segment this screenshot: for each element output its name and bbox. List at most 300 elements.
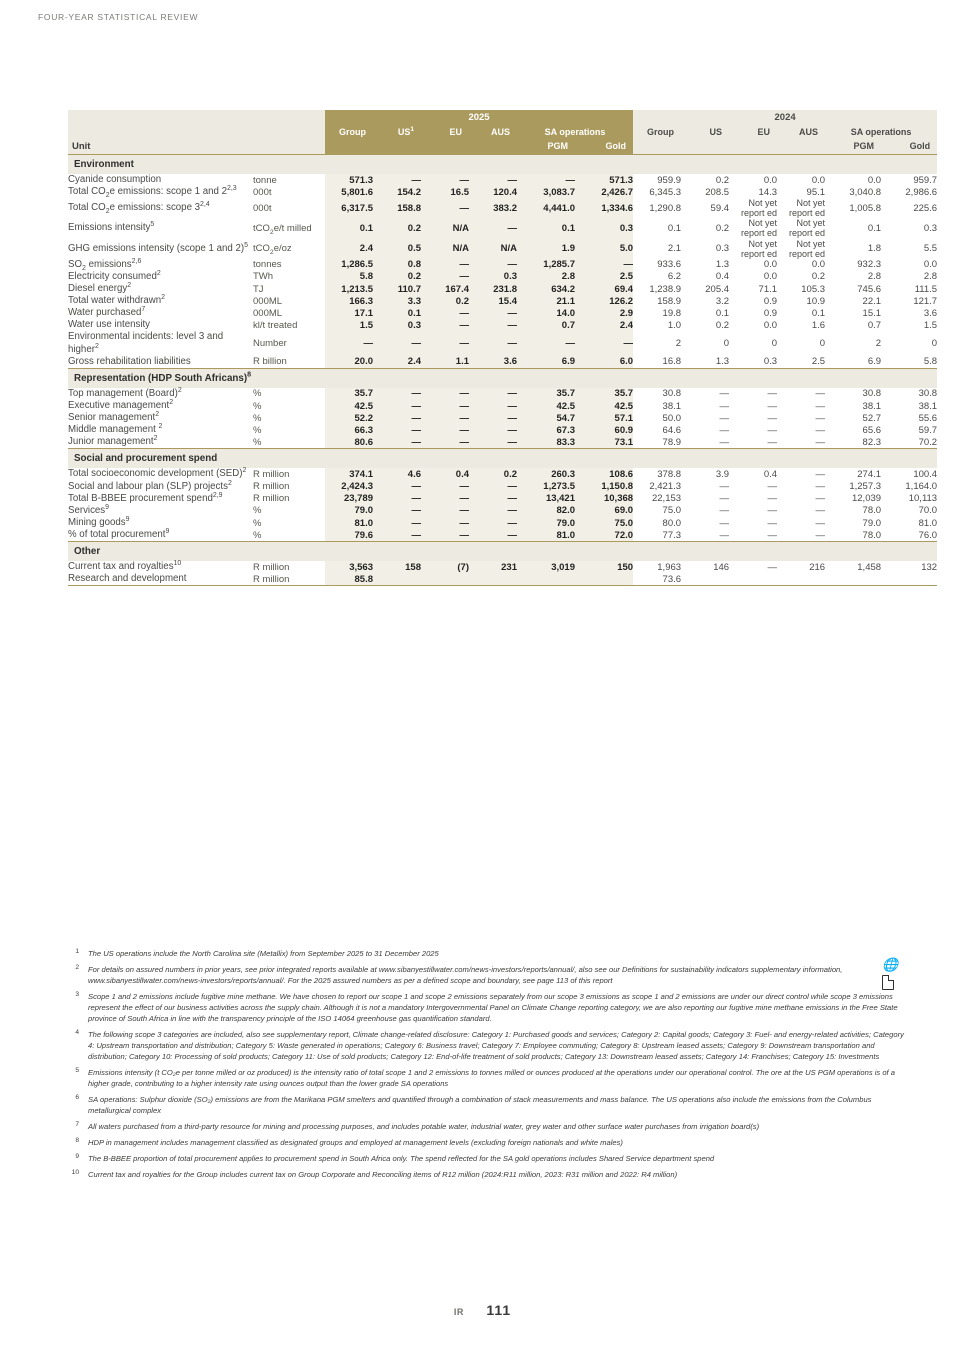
footnote-text: All waters purchased from a third-party resource for mining and processing purposes, and includes potable water, industrial water, grey water and other surface water purchases from irrigation board(s) bbox=[88, 1122, 760, 1131]
cell-2024: 0.7 bbox=[825, 319, 881, 331]
cell-2025: 2.4 bbox=[373, 356, 421, 369]
cell-2024: — bbox=[681, 529, 729, 542]
table-row bbox=[68, 481, 937, 493]
table-header bbox=[68, 110, 937, 155]
cell-2025: — bbox=[373, 412, 421, 424]
table-row bbox=[68, 198, 937, 218]
cell-2025: — bbox=[421, 198, 469, 218]
footnote-number: 2 bbox=[75, 964, 79, 971]
cell-2025: 67.3 bbox=[517, 424, 575, 436]
cell-2025: — bbox=[421, 331, 469, 355]
cell-2024: — bbox=[729, 517, 777, 529]
cell-2024: Not yet report ed bbox=[729, 198, 777, 218]
cell-2024: 0 bbox=[729, 331, 777, 355]
cell-2024: 55.6 bbox=[881, 412, 937, 424]
cell-2025: — bbox=[373, 400, 421, 412]
row-unit: TWh bbox=[253, 271, 274, 283]
cell-2025: 383.2 bbox=[469, 198, 517, 218]
cell-2024: — bbox=[681, 517, 729, 529]
header-spacer-label bbox=[68, 110, 253, 125]
cell-2025: 42.5 bbox=[325, 400, 373, 412]
cell-2025: — bbox=[421, 529, 469, 542]
cell-2025: 5.0 bbox=[575, 239, 633, 259]
cell-2024: 105.3 bbox=[777, 283, 825, 295]
header-2024-gold: Gold bbox=[881, 139, 937, 155]
cell-2024: 59.4 bbox=[681, 198, 729, 218]
row-unit: R million bbox=[253, 573, 325, 586]
table-row bbox=[68, 259, 937, 271]
section-title: Other bbox=[68, 542, 325, 562]
cell-2024: 82.3 bbox=[825, 436, 881, 449]
header-2024-pgm: PGM bbox=[825, 139, 881, 155]
cell-2024: 14.3 bbox=[729, 186, 777, 198]
cell-2024: 0.1 bbox=[777, 307, 825, 319]
table-row bbox=[68, 517, 937, 529]
cell-2025: N/A bbox=[421, 218, 469, 238]
cell-2025: 4,441.0 bbox=[517, 198, 575, 218]
header-year-2024: 2024 bbox=[633, 110, 937, 125]
header-spacer-2025-b bbox=[373, 139, 421, 155]
cell-2025: 0.2 bbox=[373, 271, 421, 283]
footnote-text: HDP in management includes management classified as designated groups and employed at management levels (excluding foreign nationals and white males) bbox=[88, 1138, 623, 1147]
cell-2024: 0.2 bbox=[681, 174, 729, 186]
cell-2025: — bbox=[469, 388, 517, 400]
section-header-fill bbox=[325, 155, 937, 175]
cell-2024: 225.6 bbox=[881, 198, 937, 218]
row-unit: R million bbox=[253, 493, 290, 505]
row-label: Executive management$^2$ bbox=[68, 398, 174, 411]
cell-2025: — bbox=[421, 412, 469, 424]
cell-2025: 54.7 bbox=[517, 412, 575, 424]
cell-2025: — bbox=[517, 331, 575, 355]
table-body bbox=[68, 155, 937, 586]
cell-2024: — bbox=[729, 400, 777, 412]
table-row bbox=[68, 529, 937, 542]
cell-2025: — bbox=[373, 331, 421, 355]
row-unit: % bbox=[253, 505, 262, 517]
cell-2024: 111.5 bbox=[881, 283, 937, 295]
cell-2025: 79.0 bbox=[517, 517, 575, 529]
cell-2025: — bbox=[421, 319, 469, 331]
cell-2024: 205.4 bbox=[681, 283, 729, 295]
cell-2024: Not yet report ed bbox=[777, 198, 825, 218]
cell-2024: — bbox=[777, 436, 825, 449]
cell-2025: — bbox=[421, 517, 469, 529]
header-unit-label: Unit bbox=[68, 139, 253, 155]
cell-2024: 1.6 bbox=[777, 319, 825, 331]
header-2025-group: Group bbox=[325, 125, 373, 139]
header-spacer-2025-d bbox=[469, 139, 517, 155]
cell-2025: — bbox=[421, 436, 469, 449]
cell-2025 bbox=[373, 573, 421, 586]
row-unit: R million bbox=[253, 469, 290, 481]
cell-2025: — bbox=[373, 424, 421, 436]
row-label: Environmental incidents: level 3 and higher$^2$ bbox=[68, 331, 224, 355]
cell-2024: 0.0 bbox=[825, 174, 881, 186]
cell-2024: 0.4 bbox=[729, 468, 777, 480]
cell-2025: 85.8 bbox=[325, 573, 373, 586]
cell-2024: 10.9 bbox=[777, 295, 825, 307]
cell-2025: 0.3 bbox=[373, 319, 421, 331]
row-label: Gross rehabilitation liabilities bbox=[68, 355, 191, 367]
section-header-fill bbox=[325, 449, 937, 469]
cell-2025: 75.0 bbox=[575, 517, 633, 529]
cell-2024: 0.4 bbox=[681, 271, 729, 283]
cell-2025: 0.4 bbox=[421, 468, 469, 480]
table-row bbox=[68, 174, 937, 186]
row-unit: R million bbox=[253, 481, 290, 493]
cell-2024: — bbox=[681, 412, 729, 424]
cell-2025: — bbox=[469, 412, 517, 424]
footnote-number: 4 bbox=[75, 1029, 79, 1036]
cell-2024: 76.0 bbox=[881, 529, 937, 542]
footnote-item bbox=[68, 991, 906, 1024]
cell-2025: 1.9 bbox=[517, 239, 575, 259]
cell-2025: — bbox=[469, 307, 517, 319]
header-column-row bbox=[68, 125, 937, 139]
row-label: Top management (Board)$^2$ bbox=[68, 386, 182, 399]
cell-2024: 1,963 bbox=[633, 561, 681, 573]
cell-2025: 3,563 bbox=[325, 561, 373, 573]
four-year-statistical-table bbox=[68, 110, 937, 586]
cell-2024: 6.2 bbox=[633, 271, 681, 283]
cell-2024: 12,039 bbox=[825, 493, 881, 505]
cell-2025: 3,083.7 bbox=[517, 186, 575, 198]
row-label: Services$^9$ bbox=[68, 503, 110, 516]
cell-2025: 6.9 bbox=[517, 356, 575, 369]
cell-2024: 0.0 bbox=[729, 271, 777, 283]
footnote-item bbox=[68, 1121, 906, 1132]
cell-2024: 2,986.6 bbox=[881, 186, 937, 198]
footnote-text: The US operations include the North Carolina site (Metallix) from September 2025 to 31 December 2025 bbox=[88, 949, 439, 958]
cell-2025: 80.6 bbox=[325, 436, 373, 449]
cell-2025: 35.7 bbox=[517, 388, 575, 400]
cell-2024: 77.3 bbox=[633, 529, 681, 542]
cell-2025: — bbox=[373, 517, 421, 529]
row-unit: R billion bbox=[253, 356, 287, 368]
cell-2025: 81.0 bbox=[517, 529, 575, 542]
cell-2025 bbox=[575, 573, 633, 586]
row-label: Water purchased$^7$ bbox=[68, 305, 146, 319]
cell-2025: 0.2 bbox=[373, 218, 421, 238]
cell-2025 bbox=[469, 573, 517, 586]
row-label: Senior management$^2$ bbox=[68, 410, 160, 424]
cell-2025: — bbox=[469, 436, 517, 449]
table-row bbox=[68, 186, 937, 198]
cell-2025: 2.4 bbox=[325, 239, 373, 259]
cell-2025: — bbox=[575, 259, 633, 271]
cell-2025: 79.6 bbox=[325, 529, 373, 542]
cell-2025: 571.3 bbox=[325, 174, 373, 186]
cell-2025: 82.0 bbox=[517, 505, 575, 517]
globe-icon[interactable]: 🌐 bbox=[882, 957, 899, 972]
header-2024-aus: AUS bbox=[777, 125, 825, 139]
row-label: Total $CO_2e$ emissions: scope 3$^{2,4}$ bbox=[68, 201, 210, 216]
footnote-number: 10 bbox=[71, 1169, 79, 1176]
table-row bbox=[68, 505, 937, 517]
table-row bbox=[68, 493, 937, 505]
cell-2025: 10,368 bbox=[575, 493, 633, 505]
cell-2025: 16.5 bbox=[421, 186, 469, 198]
row-unit: tCO$_2$e/oz bbox=[253, 243, 292, 257]
cell-2025: 150 bbox=[575, 561, 633, 573]
cell-2025: 571.3 bbox=[575, 174, 633, 186]
cell-2024: 0.1 bbox=[825, 218, 881, 238]
cell-2024: — bbox=[681, 424, 729, 436]
row-label: GHG emissions intensity (scope 1 and 2)$^5$ bbox=[68, 241, 248, 254]
cell-2025: 374.1 bbox=[325, 468, 373, 480]
cell-2024: 959.7 bbox=[881, 174, 937, 186]
cell-2025: 57.1 bbox=[575, 412, 633, 424]
cell-2024: 0.1 bbox=[681, 307, 729, 319]
cell-2025: 1.5 bbox=[325, 319, 373, 331]
row-label: Current tax and royalties$^{10}$ bbox=[68, 559, 182, 573]
cell-2024: — bbox=[681, 400, 729, 412]
table-row bbox=[68, 412, 937, 424]
cell-2024: — bbox=[681, 493, 729, 505]
cell-2025: 0.2 bbox=[469, 468, 517, 480]
cell-2025: 15.4 bbox=[469, 295, 517, 307]
cell-2025: 1,286.5 bbox=[325, 259, 373, 271]
table-row bbox=[68, 436, 937, 449]
table-row bbox=[68, 319, 937, 331]
cell-2025: — bbox=[421, 307, 469, 319]
footer-page-number: 111 bbox=[486, 1302, 512, 1318]
cell-2025: — bbox=[373, 493, 421, 505]
cell-2025: N/A bbox=[421, 239, 469, 259]
cell-2025: 2.9 bbox=[575, 307, 633, 319]
table-row bbox=[68, 283, 937, 295]
cell-2024: — bbox=[681, 481, 729, 493]
row-label: Total B-BBEE procurement spend$^{2,9}$ bbox=[68, 491, 223, 504]
table-row bbox=[68, 295, 937, 307]
cell-2024: 38.1 bbox=[881, 400, 937, 412]
cell-2024 bbox=[777, 573, 825, 586]
cell-2025: — bbox=[373, 481, 421, 493]
cell-2024: 274.1 bbox=[825, 468, 881, 480]
cell-2024: 81.0 bbox=[881, 517, 937, 529]
cell-2025: 4.6 bbox=[373, 468, 421, 480]
cell-2024: — bbox=[729, 481, 777, 493]
cell-2025: — bbox=[469, 400, 517, 412]
cell-2025: 35.7 bbox=[325, 388, 373, 400]
cell-2024: 1,290.8 bbox=[633, 198, 681, 218]
cell-2025: 72.0 bbox=[575, 529, 633, 542]
cell-2024: 0.2 bbox=[681, 319, 729, 331]
cell-2024: 30.8 bbox=[881, 388, 937, 400]
cell-2025: 5.8 bbox=[325, 271, 373, 283]
row-label: Emissions intensity$^5$ bbox=[68, 221, 155, 234]
cell-2024: 6.9 bbox=[825, 356, 881, 369]
row-unit: % bbox=[253, 529, 262, 541]
table-row bbox=[68, 400, 937, 412]
cell-2025: (7) bbox=[421, 561, 469, 573]
cell-2025: 0.8 bbox=[373, 259, 421, 271]
row-label: Social and labour plan (SLP) projects$^2$ bbox=[68, 479, 232, 492]
row-unit: tonne bbox=[253, 174, 277, 186]
document-icon[interactable] bbox=[882, 975, 894, 990]
cell-2025: 2,424.3 bbox=[325, 481, 373, 493]
cell-2024: 70.2 bbox=[881, 436, 937, 449]
cell-2024: 0.0 bbox=[881, 259, 937, 271]
row-label: Electricity consumed$^2$ bbox=[68, 269, 161, 282]
footnote-text: SA operations: Sulphur dioxide (SO₂) emissions are from the Marikana PGM smelters and quantified through a combination of stack measurements and mass balance. The US operations also include the emissions from the Columbus metallurgical complex bbox=[88, 1095, 872, 1115]
cell-2025: — bbox=[469, 331, 517, 355]
header-spacer-unit bbox=[253, 110, 325, 125]
cell-2024: 6,345.3 bbox=[633, 186, 681, 198]
cell-2024: 2,421.3 bbox=[633, 481, 681, 493]
cell-2024: — bbox=[729, 493, 777, 505]
header-spacer-unit-3 bbox=[253, 139, 325, 155]
header-spacer-unit-2 bbox=[253, 125, 325, 139]
cell-2025: 3.6 bbox=[469, 356, 517, 369]
row-unit: tonnes bbox=[253, 259, 282, 271]
cell-2025: 52.2 bbox=[325, 412, 373, 424]
header-2025-us: $US^1$ bbox=[373, 125, 421, 139]
section-header-row bbox=[68, 449, 937, 469]
cell-2024: 73.6 bbox=[633, 573, 681, 586]
footnote-text: Scope 1 and 2 emissions include fugitive mine methane. We have chosen to report our scope 1 and scope 2 emissions separately from our scope 3 emissions as scope 1 and 2 emissions are under our direct control while scope 3 emissions represent the effect of our business activities across the supply chain. Although it is not a mandatory Intergovernmental Panel on Climate Change reporting category, we are also reporting our fugitive mine methane emissions in the Free State province of South Africa in line with the transparency principle of the ISO 14064 greenhouse gas quantification standard. bbox=[88, 992, 898, 1023]
cell-2025: — bbox=[373, 529, 421, 542]
cell-2024: Not yet report ed bbox=[777, 218, 825, 238]
cell-2024: Not yet report ed bbox=[729, 218, 777, 238]
cell-2025: 1,334.6 bbox=[575, 198, 633, 218]
cell-2025: 158 bbox=[373, 561, 421, 573]
cell-2024: — bbox=[729, 412, 777, 424]
header-2025-gold: Gold bbox=[575, 139, 633, 155]
header-spacer-2025-a bbox=[325, 139, 373, 155]
cell-2024: 5.5 bbox=[881, 239, 937, 259]
cell-2024: 0.3 bbox=[729, 356, 777, 369]
cell-2024: 59.7 bbox=[881, 424, 937, 436]
cell-2024: 0.0 bbox=[729, 259, 777, 271]
cell-2025: 69.0 bbox=[575, 505, 633, 517]
cell-2025: 2,426.7 bbox=[575, 186, 633, 198]
row-unit: % bbox=[253, 424, 262, 436]
cell-2025: — bbox=[517, 174, 575, 186]
footnote-item bbox=[68, 1153, 906, 1164]
cell-2024 bbox=[681, 573, 729, 586]
cell-2024: 2.8 bbox=[825, 271, 881, 283]
cell-2024: 5.8 bbox=[881, 356, 937, 369]
cell-2024: 2.8 bbox=[881, 271, 937, 283]
footnote-number: 6 bbox=[75, 1094, 79, 1101]
cell-2024: 70.0 bbox=[881, 505, 937, 517]
cell-2024: 71.1 bbox=[729, 283, 777, 295]
table-row bbox=[68, 356, 937, 369]
cell-2025: 79.0 bbox=[325, 505, 373, 517]
footnote-number: 7 bbox=[75, 1121, 79, 1128]
cell-2024: — bbox=[777, 505, 825, 517]
cell-2024: 1.0 bbox=[633, 319, 681, 331]
cell-2025: 21.1 bbox=[517, 295, 575, 307]
cell-2025 bbox=[517, 573, 575, 586]
cell-2024: — bbox=[777, 493, 825, 505]
cell-2025: 634.2 bbox=[517, 283, 575, 295]
row-label: Mining goods$^9$ bbox=[68, 515, 130, 528]
row-unit: kl/t treated bbox=[253, 319, 298, 331]
cell-2024: 745.6 bbox=[825, 283, 881, 295]
cell-2024: 0.0 bbox=[729, 319, 777, 331]
statistical-table-container bbox=[68, 110, 938, 586]
cell-2024: 146 bbox=[681, 561, 729, 573]
cell-2024: 0 bbox=[681, 331, 729, 355]
footnote-text: Current tax and royalties for the Group includes current tax on Group Corporate and Reconciling items of R12 million (2024:R11 million, 2023: R31 million and 2022: R4 million) bbox=[88, 1170, 678, 1179]
footnote-number: 9 bbox=[75, 1153, 79, 1160]
cell-2025: 260.3 bbox=[517, 468, 575, 480]
cell-2024: 0.3 bbox=[881, 218, 937, 238]
cell-2025: 166.3 bbox=[325, 295, 373, 307]
cell-2024: 1.8 bbox=[825, 239, 881, 259]
cell-2024: — bbox=[729, 388, 777, 400]
footnotes-list bbox=[68, 948, 906, 1185]
cell-2024: 15.1 bbox=[825, 307, 881, 319]
cell-2024: 22.1 bbox=[825, 295, 881, 307]
cell-2025: 42.5 bbox=[575, 400, 633, 412]
footnote-text: The B-BBEE proportion of total procurement applies to procurement spend in South Africa only. The spend reflected for the SA gold operations includes Shared Service department spend bbox=[88, 1154, 715, 1163]
footnote-item bbox=[68, 1029, 906, 1062]
header-2024-us: US bbox=[681, 125, 729, 139]
cell-2024: 208.5 bbox=[681, 186, 729, 198]
table-row bbox=[68, 307, 937, 319]
cell-2024: 378.8 bbox=[633, 468, 681, 480]
cell-2025: — bbox=[421, 400, 469, 412]
cell-2024: 1,458 bbox=[825, 561, 881, 573]
footnote-icons bbox=[882, 958, 908, 990]
cell-2025: 1,285.7 bbox=[517, 259, 575, 271]
cell-2024: 0.0 bbox=[777, 174, 825, 186]
footnote-item bbox=[68, 1137, 906, 1148]
cell-2024: 933.6 bbox=[633, 259, 681, 271]
cell-2025: 108.6 bbox=[575, 468, 633, 480]
cell-2025: — bbox=[421, 505, 469, 517]
header-2025-aus: AUS bbox=[469, 125, 517, 139]
cell-2025: — bbox=[469, 218, 517, 238]
cell-2024: 30.8 bbox=[633, 388, 681, 400]
cell-2025: 1.1 bbox=[421, 356, 469, 369]
header-year-2025: 2025 bbox=[325, 110, 633, 125]
row-label: Junior management$^2$ bbox=[68, 435, 158, 448]
section-title: Social and procurement spend bbox=[68, 449, 325, 469]
cell-2024 bbox=[729, 573, 777, 586]
row-unit: % bbox=[253, 388, 262, 400]
cell-2025: 20.0 bbox=[325, 356, 373, 369]
cell-2025: 167.4 bbox=[421, 283, 469, 295]
row-unit: 000ML bbox=[253, 295, 283, 307]
table-row bbox=[68, 239, 937, 259]
cell-2024: — bbox=[777, 424, 825, 436]
cell-2024: 158.9 bbox=[633, 295, 681, 307]
header-spacer-label-2 bbox=[68, 125, 253, 139]
row-unit: 000ML bbox=[253, 307, 283, 319]
cell-2025: 1,213.5 bbox=[325, 283, 373, 295]
cell-2025: 231.8 bbox=[469, 283, 517, 295]
cell-2024: 0 bbox=[881, 331, 937, 355]
cell-2025: 126.2 bbox=[575, 295, 633, 307]
footnote-text: The following scope 3 categories are included, also see supplementary report, Climate change-related disclosure: Category 1: Purchased goods and services; Category 2: Capital goods; Category 3: Fuel- and energy-related activities; Category 4: Upstream transportation and distribution; Category 5: Waste generated in operations; Category 6: Business travel; Category 7: Employee commuting; Category 8: Upstream leased assets; Category 9: Downstream transportation and distribution; Category 10: Processing of sold products; Category 11: Use of sold products; Category 12: End-of-life treatment of sold products; Category 13: Downstream leased assets; Category 14: Franchises; Category 15: Investments bbox=[88, 1030, 904, 1061]
cell-2025: 2.4 bbox=[575, 319, 633, 331]
cell-2025: — bbox=[373, 436, 421, 449]
cell-2025: — bbox=[421, 259, 469, 271]
cell-2025: 17.1 bbox=[325, 307, 373, 319]
footnote-item bbox=[68, 1067, 906, 1089]
cell-2024: 216 bbox=[777, 561, 825, 573]
cell-2024: 95.1 bbox=[777, 186, 825, 198]
cell-2024: 0.2 bbox=[681, 218, 729, 238]
cell-2025: 0.1 bbox=[373, 307, 421, 319]
cell-2024: 79.0 bbox=[825, 517, 881, 529]
cell-2024: 1,257.3 bbox=[825, 481, 881, 493]
